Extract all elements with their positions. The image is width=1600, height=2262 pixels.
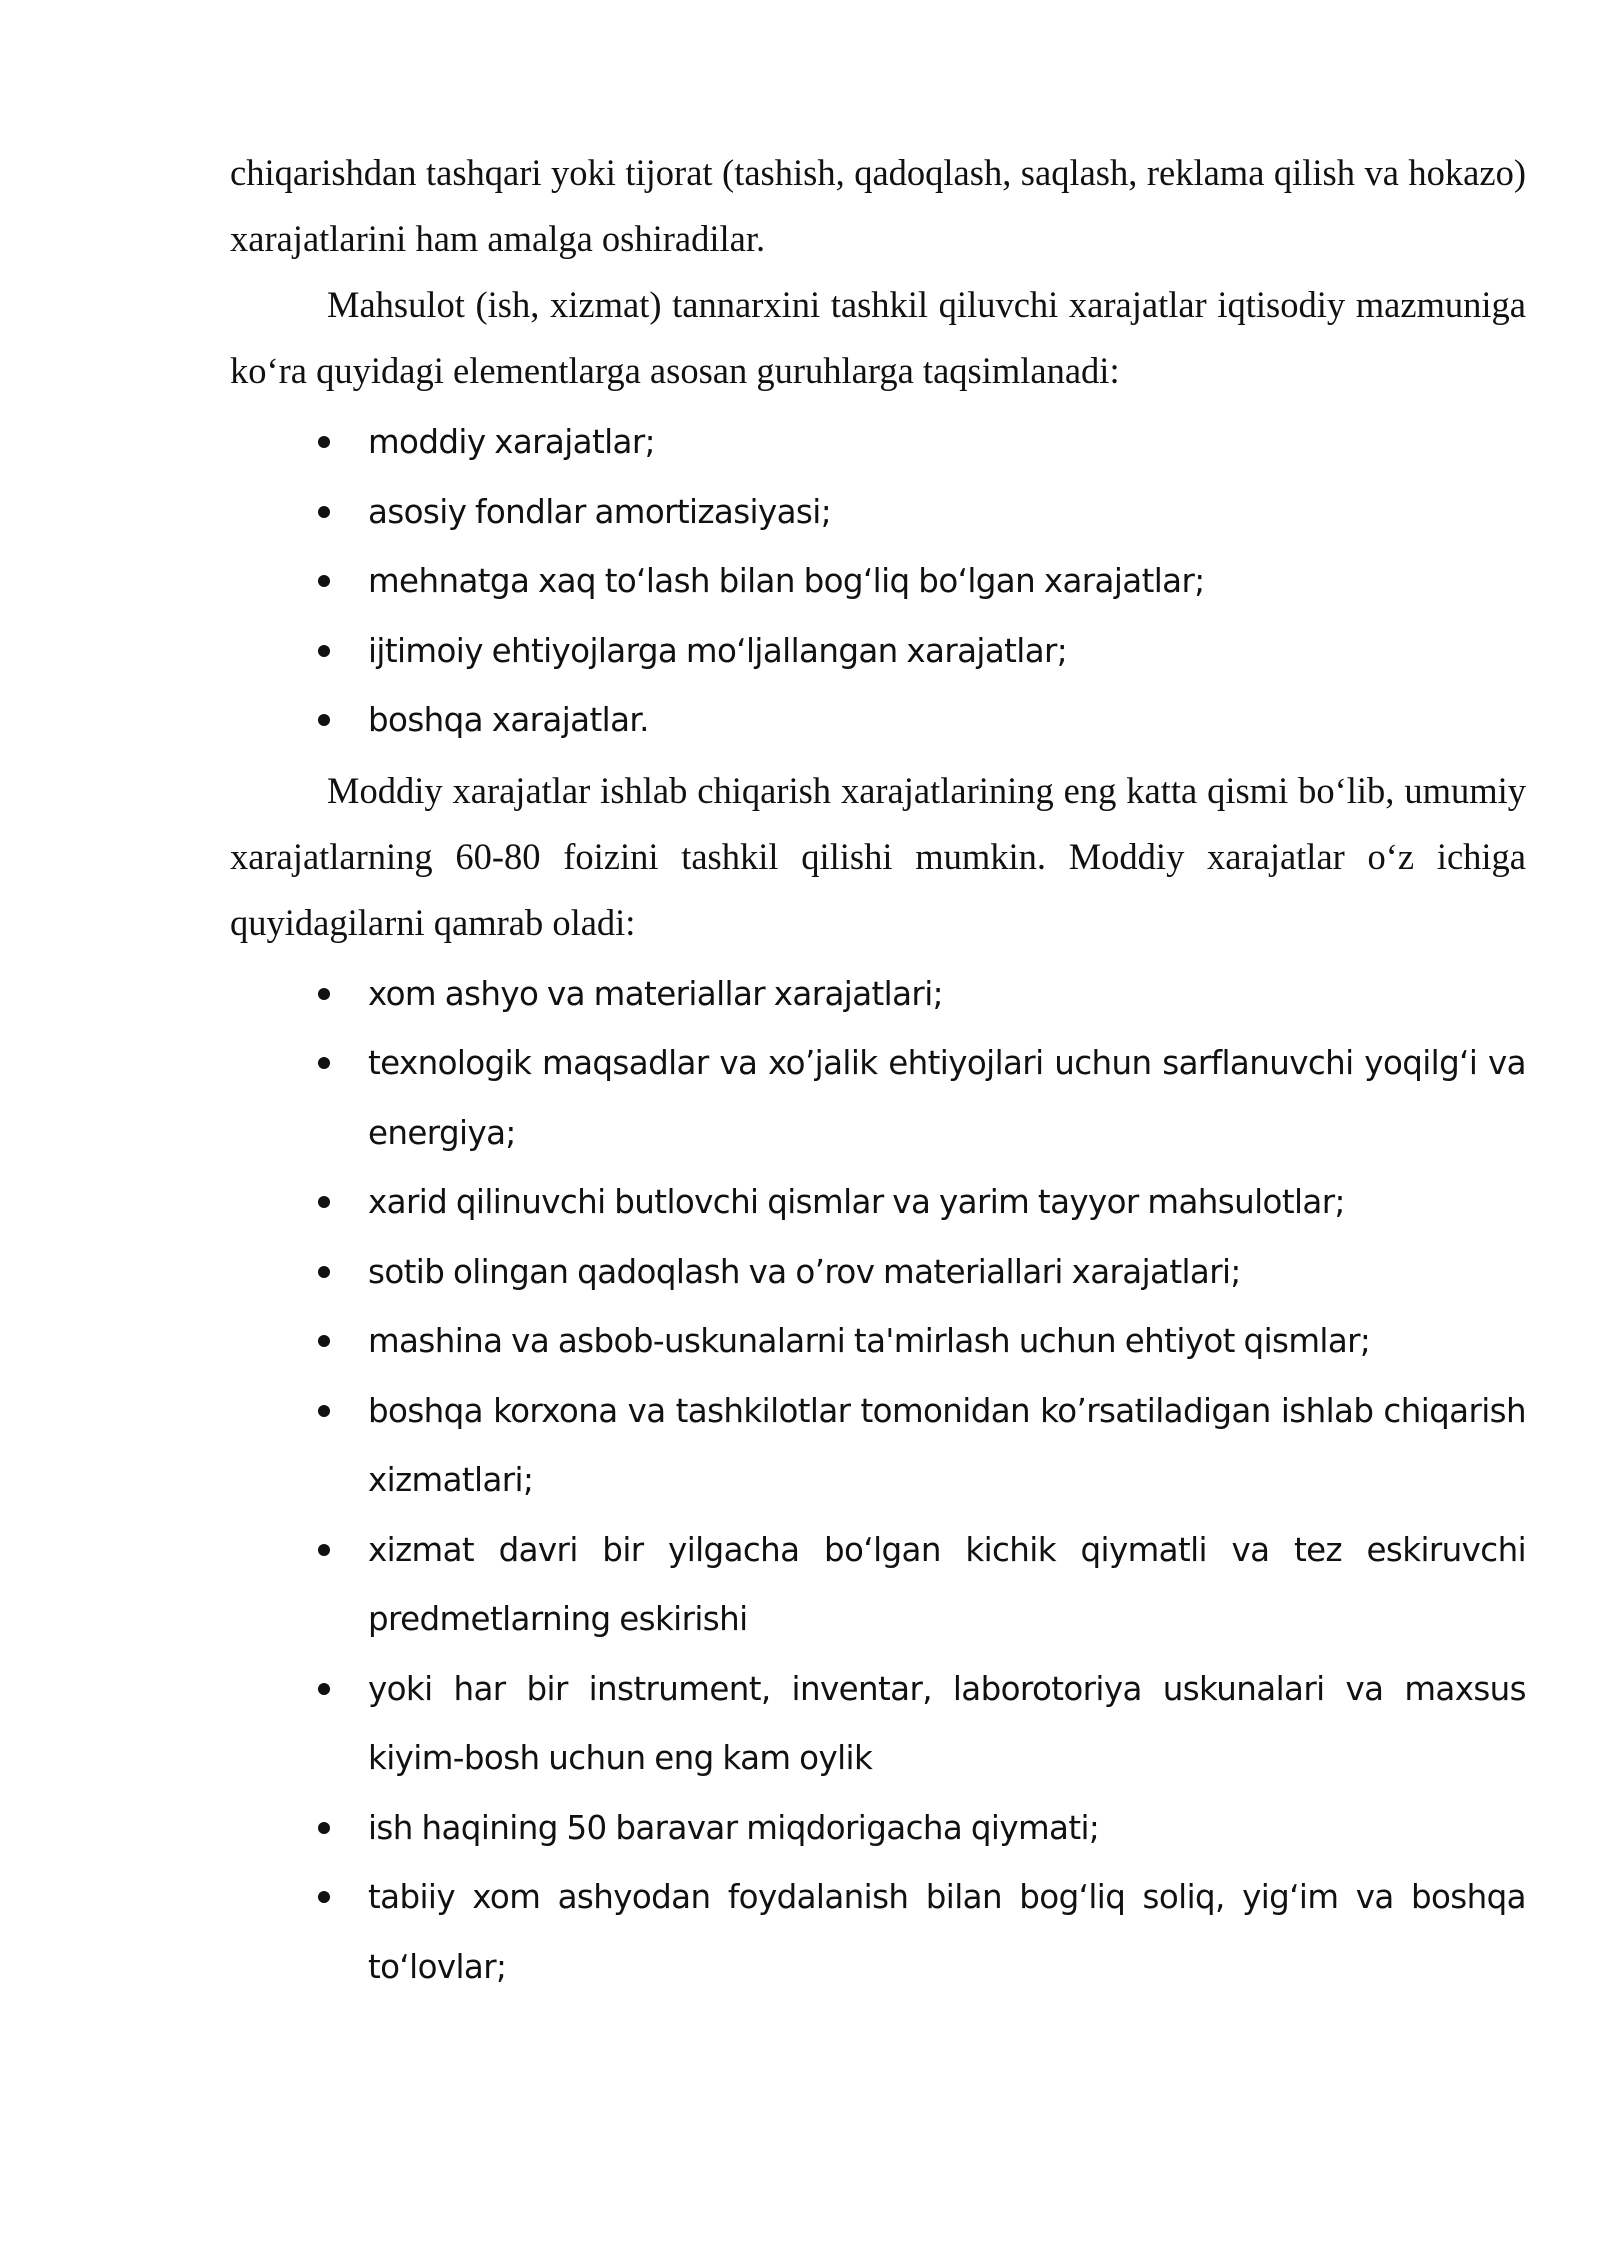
list-item-text: mehnatga xaq to‘lash bilan bog‘liq bo‘lgan xarajatlar; — [368, 562, 1205, 600]
list-item — [230, 1516, 1526, 1655]
bullet-icon — [318, 575, 330, 587]
list-item — [230, 1307, 1526, 1377]
paragraph-3: Moddiy xarajatlar ishlab chiqarish xarajatlarining eng katta qismi bo‘lib, umumiy xarajatlarning 60-80 foizini tashkil qilishi mumkin. Moddiy xarajatlar o‘z ichiga quyidagilarni qamrab oladi: — [230, 769, 1526, 943]
bullet-icon — [318, 1405, 330, 1417]
paragraph-2: Mahsulot (ish, xizmat) tannarxini tashkil qiluvchi xarajatlar iqtisodiy mazmuniga ko‘ra quyidagi elementlarga asosan guruhlarga taqsimlanadi: — [230, 284, 1526, 391]
material-expenses-list — [230, 960, 1526, 2003]
bullet-icon — [318, 1266, 330, 1278]
document-page — [230, 140, 1526, 2004]
bullet-icon — [318, 714, 330, 726]
bullet-icon — [318, 436, 330, 448]
list-item-text: xarid qilinuvchi butlovchi qismlar va yarim tayyor mahsulotlar; — [368, 1183, 1345, 1221]
expense-elements-list — [230, 408, 1526, 756]
list-item — [230, 1794, 1526, 1864]
list-item — [230, 960, 1526, 1030]
bullet-icon — [318, 1196, 330, 1208]
list-item — [230, 1168, 1526, 1238]
list-item — [230, 408, 1526, 478]
list-item — [230, 1238, 1526, 1308]
list-item — [230, 686, 1526, 756]
list-item-text: boshqa korxona va tashkilotlar tomonidan ko’rsatiladigan ishlab chiqarish xizmatlari; — [368, 1391, 1526, 1499]
bullet-icon — [318, 1683, 330, 1695]
bullet-icon — [318, 1335, 330, 1347]
list-item-text: yoki har bir instrument, inventar, laborotoriya uskunalari va maxsus kiyim-bosh uchun eng kam oylik — [368, 1669, 1526, 1777]
list-item-text: xom ashyo va materiallar xarajatlari; — [368, 974, 943, 1013]
list-item-text: sotib olingan qadoqlash va o’rov materiallari xarajatlari; — [368, 1252, 1241, 1291]
list-item-text: mashina va asbob-uskunalarni ta'mirlash uchun ehtiyot qismlar; — [368, 1322, 1371, 1360]
list-item-text: asosiy fondlar amortizasiyasi; — [368, 492, 832, 531]
list-item-text: ish haqining 50 baravar miqdorigacha qiymati; — [368, 1808, 1100, 1847]
bullet-icon — [318, 645, 330, 657]
paragraph-1: chiqarishdan tashqari yoki tijorat (tashish, qadoqlash, saqlash, reklama qilish va hokazo) xarajatlarini ham amalga oshiradilar. — [230, 152, 1526, 259]
bullet-icon — [318, 1544, 330, 1556]
list-item-text: tabiiy xom ashyodan foydalanish bilan bog‘liq soliq, yig‘im va boshqa to‘lovlar; — [368, 1878, 1526, 1986]
list-item-text: moddiy xarajatlar; — [368, 423, 655, 461]
bullet-icon — [318, 1057, 330, 1069]
list-item — [230, 1029, 1526, 1168]
bullet-icon — [318, 1822, 330, 1834]
bullet-icon — [318, 988, 330, 1000]
list-item — [230, 617, 1526, 687]
list-item — [230, 1863, 1526, 2002]
list-item-text: texnologik maqsadlar va xo’jalik ehtiyojlari uchun sarflanuvchi yoqilg‘i va energiya; — [368, 1044, 1526, 1152]
list-item — [230, 1655, 1526, 1794]
list-item — [230, 1377, 1526, 1516]
bullet-icon — [318, 506, 330, 518]
list-item — [230, 478, 1526, 548]
bullet-icon — [318, 1891, 330, 1903]
list-item-text: boshqa xarajatlar. — [368, 701, 649, 739]
list-item — [230, 547, 1526, 617]
list-item-text: ijtimoiy ehtiyojlarga mo‘ljallangan xarajatlar; — [368, 631, 1068, 670]
list-item-text: xizmat davri bir yilgacha bo‘lgan kichik qiymatli va tez eskiruvchi predmetlarning eskirishi — [368, 1530, 1526, 1638]
